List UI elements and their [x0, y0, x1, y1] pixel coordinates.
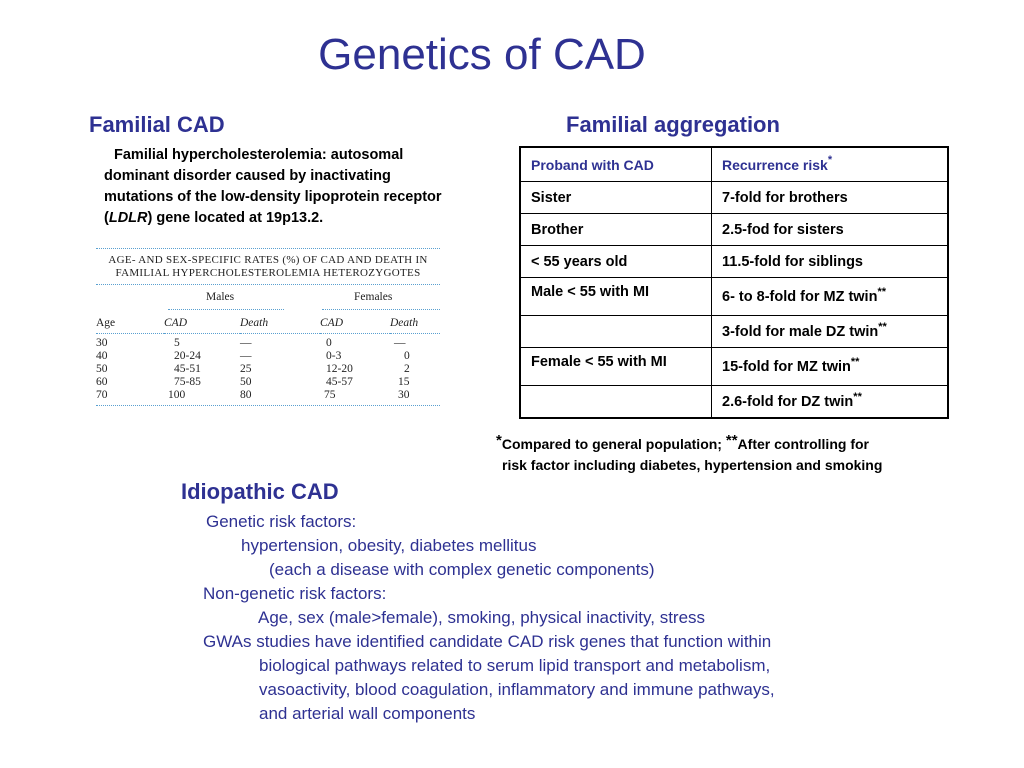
cell: 0	[404, 350, 410, 362]
recurrence-risk-table	[519, 146, 949, 419]
cell: —	[240, 350, 252, 362]
cell: 40	[96, 350, 108, 362]
footnote-mark-1: *	[496, 432, 502, 449]
fh-figure-caption: AGE- AND SEX-SPECIFIC RATES (%) OF CAD AND DEATH IN FAMILIAL HYPERCHOLESTEROLEMIA HETEROZYGOTES	[108, 254, 428, 279]
table-row	[520, 316, 948, 348]
col-male-cad: CAD	[164, 317, 187, 329]
proband-cell: Brother	[520, 214, 712, 246]
gwas-line-2: biological pathways related to serum lipid transport and metabolism,	[259, 656, 771, 675]
col-female-death: Death	[390, 317, 419, 329]
genetic-risk-items: hypertension, obesity, diabetes mellitus	[241, 536, 537, 555]
col-age: Age	[96, 317, 116, 329]
gwas-line-3: vasoactivity, blood coagulation, inflammatory and immune pathways,	[259, 680, 775, 699]
risk-cell	[712, 386, 949, 419]
col-female-cad: CAD	[320, 317, 343, 329]
fh-rates-table	[96, 311, 440, 402]
proband-cell	[520, 316, 712, 348]
cell: 30	[96, 337, 108, 349]
header-risk-mark: *	[827, 153, 833, 166]
header-proband: Proband with CAD	[520, 147, 712, 182]
familial-aggregation-heading: Familial aggregation	[566, 112, 780, 137]
cell: 70	[96, 389, 108, 401]
genetic-risk-note: (each a disease with complex genetic components)	[269, 560, 655, 579]
footnote-mark-2: **	[725, 432, 738, 449]
table-row	[520, 278, 948, 316]
group-males: Males	[206, 291, 235, 303]
risk-mark: **	[853, 390, 862, 403]
cell: 45-57	[326, 376, 353, 388]
table-row	[520, 386, 948, 419]
risk-mark: **	[878, 320, 887, 333]
fh-description-post: ) gene located at 19p13.2.	[147, 210, 324, 226]
cell: 0-3	[326, 350, 342, 362]
cell: 50	[96, 363, 108, 375]
fh-rates-figure	[96, 248, 440, 406]
cell: 80	[240, 389, 252, 401]
group-females: Females	[354, 291, 393, 303]
idiopathic-cad-heading: Idiopathic CAD	[181, 479, 339, 504]
risk-cell	[712, 182, 949, 214]
cell: —	[394, 337, 406, 349]
cell: 5	[174, 337, 180, 349]
table-row	[96, 389, 440, 402]
proband-cell: Male < 55 with MI	[520, 278, 712, 316]
table-row	[96, 363, 440, 376]
cell: 15	[398, 376, 410, 388]
familial-cad-heading: Familial CAD	[89, 112, 225, 137]
cell: 75-85	[174, 376, 201, 388]
cell: 20-24	[174, 350, 201, 362]
footnote-line-2: risk factor including diabetes, hypertension and smoking	[502, 457, 883, 473]
idiopathic-cad-body	[203, 510, 1003, 726]
table-row	[96, 376, 440, 389]
risk-text: 7-fold for brothers	[722, 189, 848, 206]
table-header-row	[520, 147, 948, 182]
risk-cell	[712, 316, 949, 348]
cell: —	[240, 337, 252, 349]
genetic-risk-label: Genetic risk factors:	[206, 512, 357, 531]
table-row	[520, 348, 948, 386]
proband-cell	[520, 386, 712, 419]
page-title: Genetics of CAD	[318, 30, 646, 79]
risk-text: 6- to 8-fold for MZ twin	[722, 288, 878, 305]
proband-cell: < 55 years old	[520, 246, 712, 278]
fh-description	[104, 145, 464, 229]
risk-cell	[712, 278, 949, 316]
cell: 12-20	[326, 363, 353, 375]
table-row	[96, 337, 440, 350]
table-row	[520, 182, 948, 214]
risk-cell	[712, 348, 949, 386]
cell: 75	[324, 389, 336, 401]
footnote-part-2: After controlling for	[737, 436, 869, 452]
risk-mark: **	[850, 355, 860, 368]
header-risk	[712, 147, 949, 182]
risk-cell	[712, 214, 949, 246]
nongenetic-risk-items: Age, sex (male>female), smoking, physical inactivity, stress	[258, 608, 706, 627]
cell: 2	[404, 363, 410, 375]
gwas-line-1: GWAs studies have identified candidate CAD risk genes that function within	[203, 632, 772, 651]
cell: 45-51	[174, 363, 201, 375]
proband-cell: Sister	[520, 182, 712, 214]
risk-cell	[712, 246, 949, 278]
table-row	[520, 246, 948, 278]
cell: 25	[240, 363, 252, 375]
cell: 0	[326, 337, 332, 349]
footnote-part-1: Compared to general population;	[501, 436, 726, 452]
table-footnote	[496, 434, 1016, 476]
risk-text: 3-fold for male DZ twin	[722, 323, 879, 340]
header-risk-label: Recurrence risk	[722, 156, 828, 173]
risk-text: 2.5-fod for sisters	[722, 221, 844, 238]
cell: 100	[168, 389, 186, 401]
nongenetic-risk-label: Non-genetic risk factors:	[203, 584, 387, 603]
table-row	[96, 350, 440, 363]
table-row	[520, 214, 948, 246]
risk-text: 2.6-fold for DZ twin	[722, 393, 854, 410]
cell: 60	[96, 376, 108, 388]
gwas-line-4: and arterial wall components	[259, 704, 476, 723]
fh-description-pre: Familial hypercholesterolemia: autosomal dominant disorder caused by inactivating mutations of the low-density lipoprotein receptor (	[104, 147, 442, 226]
risk-text: 11.5-fold for siblings	[722, 253, 863, 270]
gene-name: LDLR	[108, 210, 148, 226]
risk-mark: **	[877, 285, 887, 298]
cell: 30	[398, 389, 410, 401]
col-male-death: Death	[240, 317, 269, 329]
proband-cell: Female < 55 with MI	[520, 348, 712, 386]
cell: 50	[240, 376, 252, 388]
risk-text: 15-fold for MZ twin	[722, 358, 851, 375]
